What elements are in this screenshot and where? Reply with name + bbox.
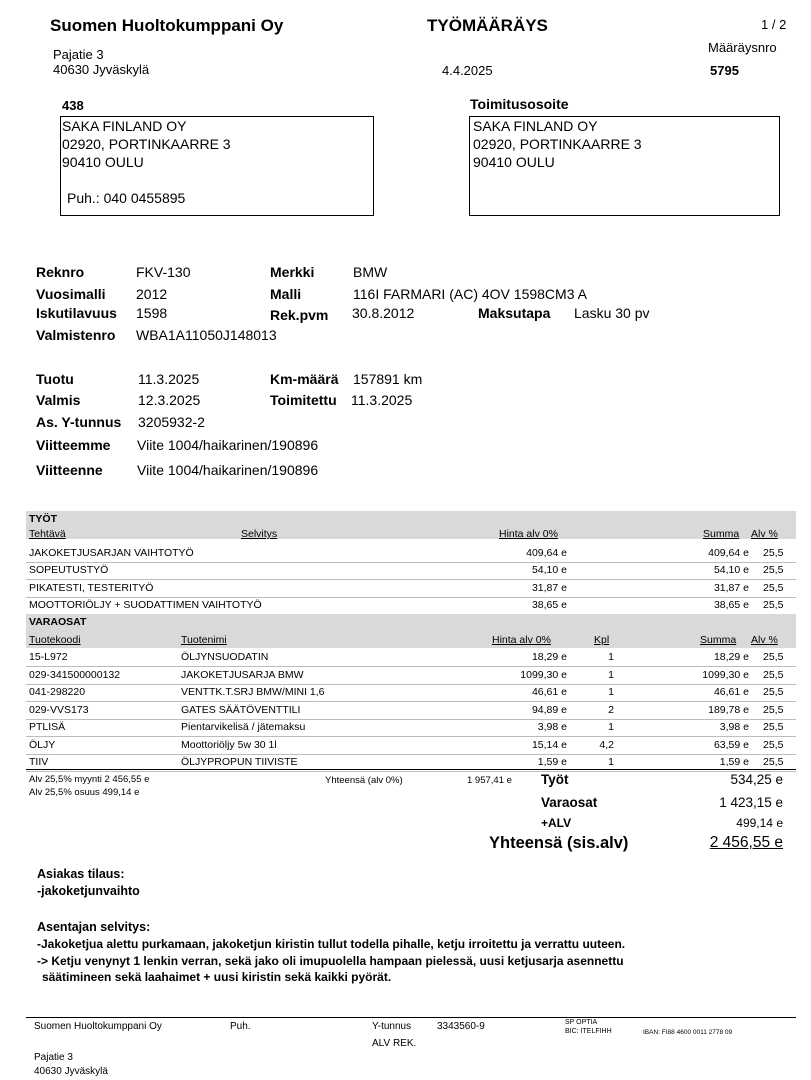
- works-price: 54,10 e: [531, 564, 567, 577]
- vuosimalli-label: Vuosimalli: [36, 286, 106, 302]
- grand-total-value: 2 456,55 e: [709, 834, 783, 851]
- works-vat: 25,5: [763, 581, 784, 594]
- row-divider: [26, 666, 796, 667]
- viitteemme-value: Viite 1004/haikarinen/190896: [137, 437, 319, 453]
- row-divider: [26, 719, 796, 720]
- malli-label: Malli: [270, 286, 302, 302]
- customer-line-1: SAKA FINLAND OY: [62, 118, 187, 134]
- subtotal-alv0-label: Yhteensä (alv 0%): [325, 775, 403, 786]
- malli-value: 116I FARMARI (AC) 4OV 1598CM3 A: [353, 286, 587, 302]
- parts-name: Pientarvikelisä / jätemaksu: [181, 721, 306, 733]
- order-date: 4.4.2025: [442, 63, 493, 78]
- parts-vat: 25,5: [763, 651, 784, 663]
- parts-vat: 25,5: [763, 721, 784, 733]
- works-sum: 31,87 e: [713, 581, 749, 594]
- ytunnus-value: 3205932-2: [138, 414, 205, 430]
- works-task: JAKOKETJUSARJAN VAIHTOTYÖ: [29, 547, 194, 559]
- toimitettu-value: 11.3.2025: [351, 392, 413, 408]
- parts-qty: 1: [608, 721, 614, 733]
- works-col-task: Tehtävä: [29, 528, 66, 540]
- maksutapa-label: Maksutapa: [478, 305, 551, 321]
- parts-price: 46,61 e: [531, 686, 567, 698]
- iskutilavuus-value: 1598: [136, 305, 168, 321]
- customer-order-label: Asiakas tilaus:: [37, 867, 125, 881]
- works-header-band: [26, 511, 796, 539]
- alv-label: +ALV: [541, 816, 572, 830]
- parts-col-sum: Summa: [700, 634, 737, 646]
- parts-price: 94,89 e: [531, 703, 567, 716]
- works-col-sum: Summa: [703, 528, 740, 540]
- footer-ytunnus: 3343560-9: [437, 1021, 485, 1032]
- document-title: TYÖMÄÄRÄYS: [427, 16, 548, 35]
- parts-name: Moottoriöljy 5w 30 1l: [181, 738, 277, 751]
- footer-address-line2: 40630 Jyväskylä: [34, 1066, 108, 1077]
- row-divider: [26, 701, 796, 702]
- parts-code: PTLISÄ: [29, 721, 66, 733]
- works-sum: 54,10 e: [713, 564, 749, 577]
- km-value: 157891 km: [353, 371, 423, 387]
- parts-code: 029-VVS173: [29, 703, 89, 716]
- parts-name: GATES SÄÄTÖVENTTILI: [181, 703, 301, 716]
- alv-sales: Alv 25,5% myynti 2 456,55 e: [29, 774, 150, 785]
- footer-bank: SP OPTIA: [565, 1019, 598, 1026]
- works-vat: 25,5: [763, 547, 784, 559]
- row-divider: [26, 562, 796, 563]
- parts-col-vat: Alv %: [751, 634, 778, 646]
- customer-line-3: 90410 OULU: [62, 154, 144, 170]
- delivery-address-label: Toimitusosoite: [470, 96, 569, 112]
- parts-sum: 63,59 e: [713, 738, 749, 751]
- km-label: Km-määrä: [270, 371, 339, 387]
- parts-price: 3,98 e: [537, 721, 567, 733]
- parts-col-price: Hinta alv 0%: [492, 634, 551, 646]
- order-number-label: Määräysnro: [708, 40, 777, 55]
- ytunnus-label: As. Y-tunnus: [36, 414, 122, 430]
- parts-sum: 18,29 e: [713, 651, 749, 663]
- works-sum: 38,65 e: [713, 598, 749, 611]
- works-col-desc: Selvitys: [241, 528, 278, 540]
- works-price: 31,87 e: [531, 581, 567, 594]
- parts-qty: 1: [608, 756, 614, 768]
- viitteenne-value: Viite 1004/haikarinen/190896: [137, 462, 319, 478]
- rekpvm-value: 30.8.2012: [352, 305, 415, 321]
- tyot-label: Työt: [541, 772, 569, 787]
- varaosat-value: 1 423,15 e: [719, 795, 783, 810]
- tyot-value: 534,25 e: [730, 772, 783, 787]
- works-task: MOOTTORIÖLJY + SUODATTIMEN VAIHTOTYÖ: [29, 598, 262, 611]
- tuotu-value: 11.3.2025: [138, 371, 200, 387]
- works-task: SOPEUTUSTYÖ: [29, 564, 109, 577]
- company-address-line2: 40630 Jyväskylä: [53, 62, 150, 77]
- delivery-line-3: 90410 OULU: [473, 154, 555, 170]
- mechanic-note-line-2: -> Ketju venynyt 1 lenkin verran, sekä jako oli imupuolella hampaan pielessä, uusi ketjusarja asennettu: [37, 954, 624, 968]
- works-col-price: Hinta alv 0%: [499, 528, 558, 540]
- parts-qty: 1: [608, 686, 614, 698]
- viitteenne-label: Viitteenne: [36, 462, 103, 478]
- parts-name: VENTTK.T.SRJ BMW/MINI 1,6: [181, 686, 325, 698]
- reknro-value: FKV-130: [136, 264, 191, 280]
- customer-address-box: [60, 116, 374, 216]
- works-vat: 25,5: [763, 564, 784, 577]
- rekpvm-label: Rek.pvm: [270, 307, 329, 323]
- parts-sum: 3,98 e: [719, 721, 749, 733]
- alv-share: Alv 25,5% osuus 499,14 e: [29, 787, 140, 798]
- merkki-label: Merkki: [270, 264, 315, 280]
- parts-section-title: VARAOSAT: [29, 616, 87, 628]
- toimitettu-label: Toimitettu: [270, 392, 337, 408]
- works-task: PIKATESTI, TESTERITYÖ: [29, 581, 154, 594]
- totals-divider: [26, 769, 796, 770]
- merkki-value: BMW: [353, 264, 388, 280]
- parts-price: 1099,30 e: [520, 668, 567, 681]
- delivery-line-2: 02920, PORTINKAARRE 3: [473, 136, 642, 152]
- works-vat: 25,5: [763, 598, 784, 611]
- parts-price: 1,59 e: [537, 756, 567, 768]
- row-divider: [26, 579, 796, 580]
- parts-vat: 25,5: [763, 756, 784, 768]
- mechanic-note-line-1: -Jakoketjua alettu purkamaan, jakoketjun kiristin tullut todella pihalle, ketju irroitettu ja verrattu uuteen.: [37, 937, 626, 951]
- customer-phone: Puh.: 040 0455895: [67, 190, 186, 206]
- row-divider: [26, 736, 796, 737]
- subtotal-alv0-value: 1 957,41 e: [467, 775, 512, 786]
- row-divider: [26, 684, 796, 685]
- maksutapa-value: Lasku 30 pv: [574, 305, 650, 321]
- parts-price: 15,14 e: [531, 738, 567, 751]
- footer-phone-label: Puh.: [230, 1021, 251, 1032]
- valmis-label: Valmis: [36, 392, 81, 408]
- works-sum: 409,64 e: [708, 547, 749, 559]
- parts-code: TIIV: [29, 756, 49, 768]
- company-name: Suomen Huoltokumppani Oy: [50, 16, 284, 35]
- parts-qty: 4,2: [599, 738, 614, 751]
- footer-iban: IBAN: FI88 4600 0011 2778 09: [643, 1029, 733, 1036]
- delivery-address-box: [469, 116, 780, 216]
- parts-price: 18,29 e: [531, 651, 567, 663]
- parts-code: ÖLJY: [29, 738, 56, 751]
- page-number: 1 / 2: [761, 17, 787, 32]
- customer-order-text: -jakoketjunvaihto: [37, 884, 140, 898]
- parts-sum: 1099,30 e: [702, 668, 749, 681]
- delivery-line-1: SAKA FINLAND OY: [473, 118, 598, 134]
- parts-col-code: Tuotekoodi: [29, 634, 81, 646]
- parts-sum: 189,78 e: [708, 703, 749, 716]
- parts-name: ÖLJYPROPUN TIIVISTE: [181, 756, 298, 768]
- parts-sum: 1,59 e: [719, 756, 749, 768]
- parts-code: 041-298220: [29, 686, 86, 698]
- parts-vat: 25,5: [763, 738, 784, 751]
- parts-col-name: Tuotenimi: [181, 634, 227, 646]
- parts-qty: 2: [608, 703, 614, 716]
- parts-code: 029-341500000132: [29, 668, 121, 681]
- footer-company: Suomen Huoltokumppani Oy: [34, 1021, 162, 1032]
- parts-qty: 1: [608, 651, 614, 663]
- valmistenro-value: WBA1A11050J148013: [136, 327, 277, 343]
- iskutilavuus-label: Iskutilavuus: [36, 305, 117, 321]
- customer-number: 438: [62, 98, 84, 113]
- company-address-line1: Pajatie 3: [53, 47, 104, 62]
- works-price: 409,64 e: [526, 547, 567, 559]
- parts-qty: 1: [608, 668, 614, 681]
- parts-name: JAKOKETJUSARJA BMW: [181, 668, 304, 681]
- parts-name: ÖLJYNSUODATIN: [181, 651, 269, 663]
- footer-bic: BIC: ITELFIHH: [565, 1028, 612, 1035]
- footer-alv-rek: ALV REK.: [372, 1038, 417, 1049]
- customer-line-2: 02920, PORTINKAARRE 3: [62, 136, 231, 152]
- works-price: 38,65 e: [531, 598, 567, 611]
- valmistenro-label: Valmistenro: [36, 327, 116, 343]
- works-section-title: TYÖT: [29, 513, 57, 525]
- mechanic-note-line-3: säätimineen sekä laahaimet + uusi kiristin sekä kaikki pyörät.: [42, 970, 392, 984]
- reknro-label: Reknro: [36, 264, 85, 280]
- parts-code: 15-L972: [29, 651, 68, 663]
- row-divider: [26, 754, 796, 755]
- parts-col-qty: Kpl: [594, 634, 610, 646]
- order-number: 5795: [710, 63, 739, 78]
- viitteemme-label: Viitteemme: [36, 437, 111, 453]
- footer-ytunnus-label: Y-tunnus: [372, 1021, 412, 1032]
- parts-vat: 25,5: [763, 703, 784, 716]
- parts-header-band: [26, 614, 796, 648]
- parts-vat: 25,5: [763, 668, 784, 681]
- row-divider: [26, 597, 796, 598]
- works-col-vat: Alv %: [751, 528, 778, 540]
- vuosimalli-value: 2012: [136, 286, 168, 302]
- valmis-value: 12.3.2025: [138, 392, 201, 408]
- parts-vat: 25,5: [763, 686, 784, 698]
- tuotu-label: Tuotu: [36, 371, 74, 387]
- footer-address-line1: Pajatie 3: [34, 1052, 73, 1063]
- alv-value: 499,14 e: [736, 816, 783, 830]
- footer-divider: [26, 1017, 796, 1018]
- grand-total-label: Yhteensä (sis.alv): [489, 834, 629, 852]
- parts-sum: 46,61 e: [713, 686, 749, 698]
- mechanic-notes-label: Asentajan selvitys:: [37, 920, 151, 934]
- varaosat-label: Varaosat: [541, 795, 598, 810]
